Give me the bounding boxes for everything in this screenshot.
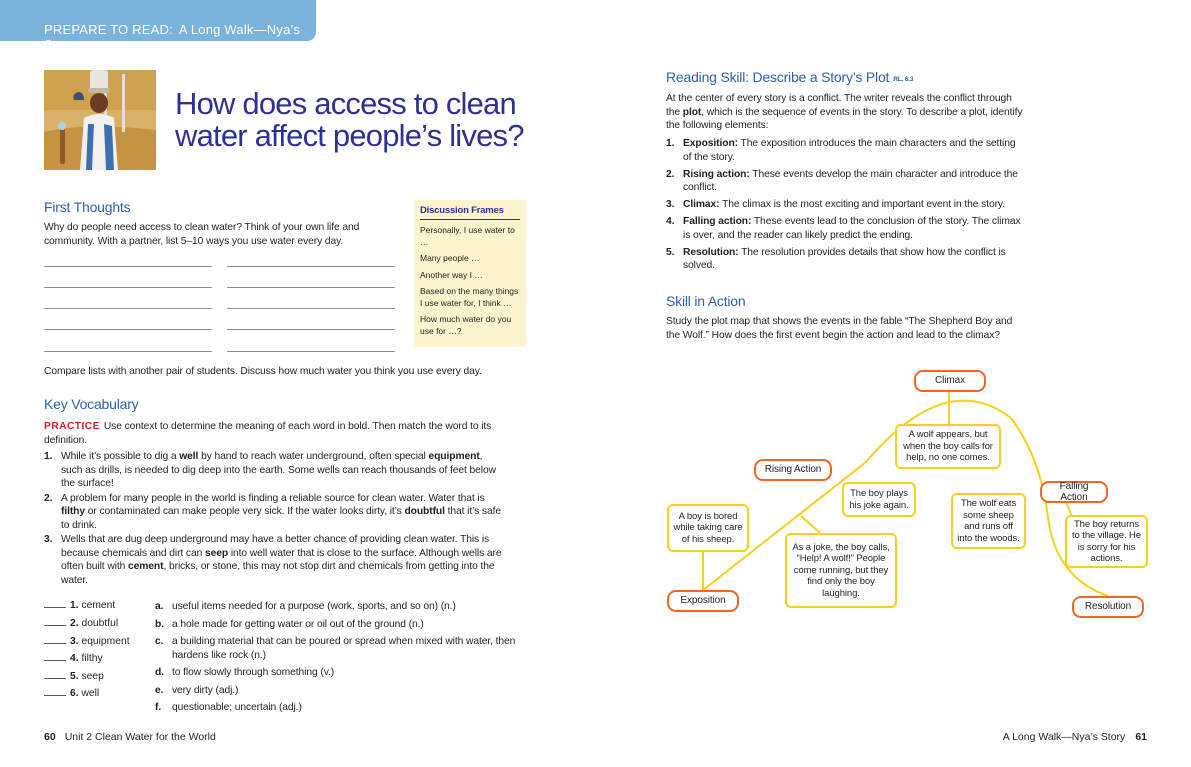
definition-letter: d. (155, 667, 164, 678)
match-word: equipment (81, 636, 130, 647)
match-word: seep (81, 671, 104, 682)
plot-element-item (666, 137, 1026, 164)
vocab-word-bold: well (179, 451, 199, 462)
plot-element-item (666, 198, 1026, 212)
falling-action-label: Falling Action (1040, 481, 1108, 503)
reading-skill-title: Reading Skill: Describe a Story’s Plot (666, 69, 890, 85)
definition-letter: b. (155, 618, 164, 630)
vocab-word-bold: filthy (61, 506, 85, 517)
essential-question: How does access to clean water affect people’s lives? (175, 86, 524, 153)
element-term: Falling action: (683, 216, 752, 227)
definition-text: a hole made for getting water or oil out of the ground (n.) (172, 618, 424, 630)
match-word: well (81, 688, 100, 699)
vocab-context-item (44, 492, 506, 533)
footer-story-title: A Long Walk—Nya’s Story (1002, 731, 1126, 743)
discussion-frames-title: Discussion Frames (420, 205, 520, 220)
resolution-label: Resolution (1072, 596, 1144, 618)
intro-text: , which is the sequence of events in the story. To describe a plot, identify the following elements: (666, 106, 1023, 131)
element-number: 4. (666, 216, 675, 227)
definition-item (155, 618, 517, 632)
element-text: These events develop the main character and introduce the conflict. (683, 168, 1018, 193)
connector-line (1066, 502, 1072, 516)
element-term: Rising action: (683, 168, 750, 180)
word-number: 4. (70, 653, 79, 664)
discussion-frame: How much water do you use for …? (420, 314, 512, 336)
skill-in-action-prompt: Study the plot map that shows the events in the fable “The Shepherd Boy and the Wolf.” How does the first event begin the action and lead to the climax? (666, 316, 1013, 341)
element-text: The resolution provides details that show how the conflict is solved. (683, 246, 1006, 271)
plot-map-diagram (666, 368, 1156, 628)
element-number: 1. (666, 138, 675, 149)
discussion-frames-box (414, 200, 526, 347)
plot-element-item (666, 168, 1026, 195)
match-word-row[interactable] (44, 688, 99, 699)
discussion-frame: Based on the many things I use water for, I think … (420, 286, 519, 308)
definition-item (155, 701, 517, 715)
header-title: A Long Walk—Nya’s Story (44, 22, 301, 52)
discussion-frame: Personally, I use water to … (420, 225, 515, 247)
first-thoughts-heading: First Thoughts (44, 199, 131, 215)
footer-right (1003, 731, 1147, 743)
footer-unit-title: Unit 2 Clean Water for the World (64, 731, 216, 743)
definitions-list (155, 600, 517, 715)
practice-label: PRACTICE (44, 421, 100, 432)
event-box-1: A boy is bored while taking care of his sheep. (667, 504, 749, 552)
context-text: by hand to reach water underground, often special (198, 451, 429, 462)
context-text: A problem for many people in the world is finding a reliable source for clean water. Water that is (61, 492, 485, 504)
element-term: Resolution: (683, 246, 739, 258)
context-text: While it’s possible to dig a (61, 451, 180, 462)
connector-line (801, 516, 820, 533)
match-word-row[interactable] (44, 618, 118, 629)
reading-skill-intro (666, 92, 1024, 133)
vocab-word-bold: seep (205, 547, 229, 559)
item-number: 2. (44, 492, 53, 504)
vocab-context-item (44, 533, 506, 587)
vocab-context-list (44, 450, 506, 587)
discussion-frame: Another way I … (420, 269, 483, 280)
intro-text: At the center of every story is a conflict. The writer reveals the conflict through the (666, 93, 1012, 118)
word-number: 2. (70, 618, 79, 629)
element-number: 5. (666, 246, 675, 258)
rising-action-label: Rising Action (754, 459, 832, 481)
context-text: Wells that are dug deep underground may have a better chance of providing clean water. This is because chemicals and dirt can (61, 534, 490, 559)
element-term: Exposition: (683, 138, 738, 149)
definition-letter: e. (155, 684, 164, 696)
match-word-row[interactable] (44, 636, 130, 647)
reading-skill-heading (666, 69, 913, 85)
practice-text: Use context to determine the meaning of each word in bold. Then match the word to its definition. (44, 421, 492, 446)
event-box-6: The boy returns to the village. He is sorry for his actions. (1065, 515, 1148, 568)
match-word-row[interactable] (44, 671, 104, 682)
definition-item (155, 666, 517, 680)
page-number: 61 (1135, 731, 1147, 743)
key-vocabulary-heading: Key Vocabulary (44, 396, 139, 412)
word-number: 5. (70, 671, 79, 682)
word-number: 3. (70, 636, 79, 647)
skill-in-action-heading: Skill in Action (666, 293, 746, 309)
climax-label: Climax (914, 370, 986, 392)
element-text: The climax is the most exciting and important event in the story. (719, 199, 1005, 210)
word-number: 1. (70, 600, 79, 611)
context-text: , bricks, or stone, this may not stop dirt and chemicals from getting into the water. (61, 561, 495, 586)
exposition-label: Exposition (667, 590, 739, 612)
element-number: 2. (666, 168, 675, 180)
context-text: into well water that is close to the surface. Although wells are often built with (61, 547, 502, 572)
first-thoughts-prompt: Why do people need access to clean water? Think of your own life and community. With a partner, list 5–10 ways you use water every day. (44, 222, 360, 247)
plot-element-item (666, 246, 1026, 273)
definition-text: questionable; uncertain (adj.) (172, 702, 302, 713)
header-tab (0, 0, 316, 52)
plot-element-item (666, 215, 1026, 242)
event-box-3: The boy plays his joke again. (842, 482, 916, 517)
context-text: , such as drills, is needed to dig deep into the earth. Some wells can reach thousands of feet below the surface! (61, 451, 496, 489)
page-number: 60 (44, 731, 56, 743)
compare-instruction: Compare lists with another pair of students. Discuss how much water you think you use every day. (44, 366, 482, 377)
event-box-5: The wolf eats some sheep and runs off into the woods. (951, 493, 1026, 549)
match-word-row[interactable] (44, 600, 115, 611)
vocab-word-bold: cement (128, 561, 164, 572)
definition-item (155, 684, 517, 698)
event-box-4: A wolf appears, but when the boy calls for help, no one comes. (895, 424, 1001, 469)
element-number: 3. (666, 199, 675, 210)
definition-text: to flow slowly through something (v.) (172, 667, 335, 678)
definition-text: a building material that can be poured or spread when mixed with water, then hardens like rock (n.) (172, 636, 516, 661)
match-word: filthy (81, 653, 103, 664)
definition-letter: a. (155, 601, 164, 612)
element-term: Climax: (683, 199, 720, 210)
definition-text: useful items needed for a purpose (work, sports, and so on) (n.) (172, 601, 456, 612)
match-word-row[interactable] (44, 653, 103, 664)
match-word: doubtful (81, 618, 119, 629)
standard-tag: RL. 6.3 (893, 76, 914, 83)
definition-letter: c. (155, 636, 164, 647)
element-text: These events lead to the conclusion of the story. The climax is over, and the reader can likely predict the ending. (683, 216, 1021, 241)
word-number: 6. (70, 688, 79, 699)
context-text: that it’s safe to drink. (61, 506, 501, 531)
girl-carrying-water-illustration (44, 70, 156, 170)
item-number: 3. (44, 534, 53, 545)
element-text: The exposition introduces the main characters and the setting of the story. (683, 138, 1016, 163)
footer-left (44, 731, 216, 743)
match-word: cement (81, 600, 116, 611)
vocab-context-item (44, 450, 506, 491)
definition-text: very dirty (adj.) (172, 684, 239, 696)
definition-item (155, 600, 517, 614)
vocab-word-bold: doubtful (404, 506, 445, 517)
header-prefix: PREPARE TO READ: (44, 22, 173, 37)
practice-instruction (44, 420, 509, 447)
context-text: or contaminated can make people very sick. If the water looks dirty, it’s (85, 506, 405, 517)
definition-letter: f. (155, 702, 162, 713)
answer-lines[interactable] (44, 258, 396, 356)
plot-elements-list (666, 137, 1026, 273)
intro-bold: plot (682, 106, 702, 118)
event-box-2: As a joke, the boy calls, “Help! A wolf!” People come running, but they find only the boy laughing. (785, 533, 897, 608)
item-number: 1. (44, 451, 53, 462)
discussion-frame: Many people … (420, 253, 480, 263)
definition-item (155, 635, 517, 662)
vocab-word-bold: equipment (428, 451, 480, 462)
